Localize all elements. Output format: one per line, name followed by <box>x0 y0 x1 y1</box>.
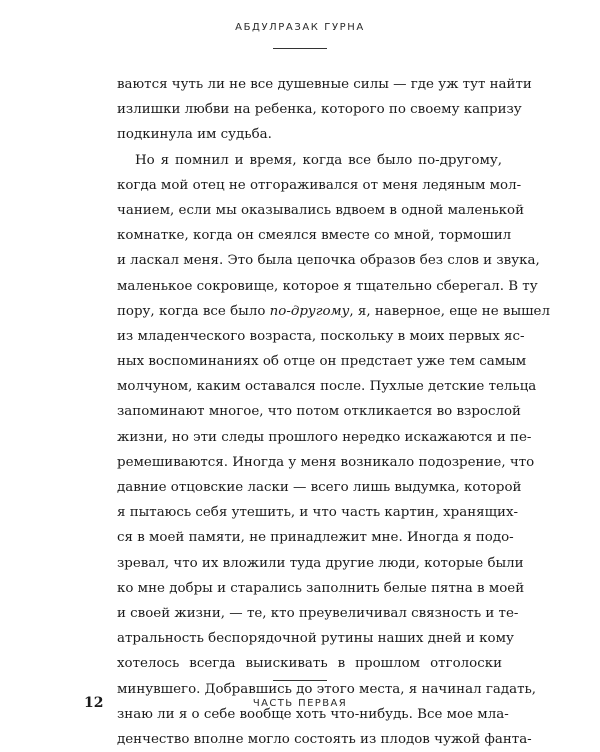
text-line: из младенческого возраста, поскольку в моих первых яс- <box>117 328 525 344</box>
running-head-author: АБДУЛРАЗАК ГУРНА <box>235 22 365 33</box>
text-line: чанием, если мы оказывались вдвоем в одной маленькой <box>117 202 525 218</box>
text-line-with-emphasis <box>117 299 550 324</box>
text-line: когда мой отец не отгораживался от меня ледяным мол- <box>117 177 522 193</box>
text-line: давние отцовские ласки — всего лишь выдумка, которой <box>117 480 522 495</box>
text-line: ваются чуть ли не все душевные силы — где уж тут найти <box>117 77 532 92</box>
footer-divider <box>273 680 327 681</box>
running-foot-part: ЧАСТЬ ПЕРВАЯ <box>252 698 348 709</box>
text-line: зревал, что их вложили туда другие люди, которые были <box>117 555 524 571</box>
text-line: подкинула им судьба. <box>117 127 272 143</box>
text-fragment: , я, наверное, еще не вышел <box>349 303 550 319</box>
text-line: жизни, но эти следы прошлого нередко искажаются и пе- <box>117 429 532 445</box>
text-line: запоминают многое, что потом откликается во взрослой <box>117 404 521 420</box>
text-line: ных воспоминаниях об отце он предстает уже тем самым <box>117 354 527 370</box>
text-line: ко мне добры и старались заполнить белые пятна в моей <box>117 580 525 596</box>
emphasized-text: по-другому <box>269 303 350 319</box>
text-line: я пытаюсь себя утешить, и что часть картин, хранящих- <box>117 505 519 521</box>
text-fragment: пору, когда все было <box>117 303 270 319</box>
text-line: знаю ли я о себе вообще хоть что-нибудь. Все мое мла- <box>117 706 509 722</box>
text-line: ся в моей памяти, не принадлежит мне. Иногда я подо- <box>117 530 514 546</box>
body-text <box>117 72 550 752</box>
text-line: денчество вполне могло состоять из плодов чужой фанта- <box>117 731 532 747</box>
text-line: молчуном, каким оставался после. Пухлые детские тельца <box>117 379 537 395</box>
text-line: излишки любви на ребенка, которого по своему капризу <box>117 102 522 118</box>
text-line: атральность беспорядочной рутины наших дней и кому <box>117 631 514 647</box>
text-line: хотелось всегда выискивать в прошлом отголоски <box>117 656 502 672</box>
text-line: и ласкал меня. Это была цепочка образов без слов и звука, <box>117 253 540 269</box>
text-line: ремешиваются. Иногда у меня возникало подозрение, что <box>117 454 535 470</box>
header-divider <box>273 48 327 49</box>
text-line: маленькое сокровище, которое я тщательно сберегал. В ту <box>117 278 538 294</box>
text-line: комнатке, когда он смеялся вместе со мной, тормошил <box>117 228 512 244</box>
text-line: минувшего. Добравшись до этого места, я начинал гадать, <box>117 681 537 697</box>
text-line: Но я помнил и время, когда все было по-другому, <box>135 152 502 168</box>
text-line: и своей жизни, — те, кто преувеличивал связность и те- <box>117 605 519 621</box>
page-number: 12 <box>84 695 104 711</box>
